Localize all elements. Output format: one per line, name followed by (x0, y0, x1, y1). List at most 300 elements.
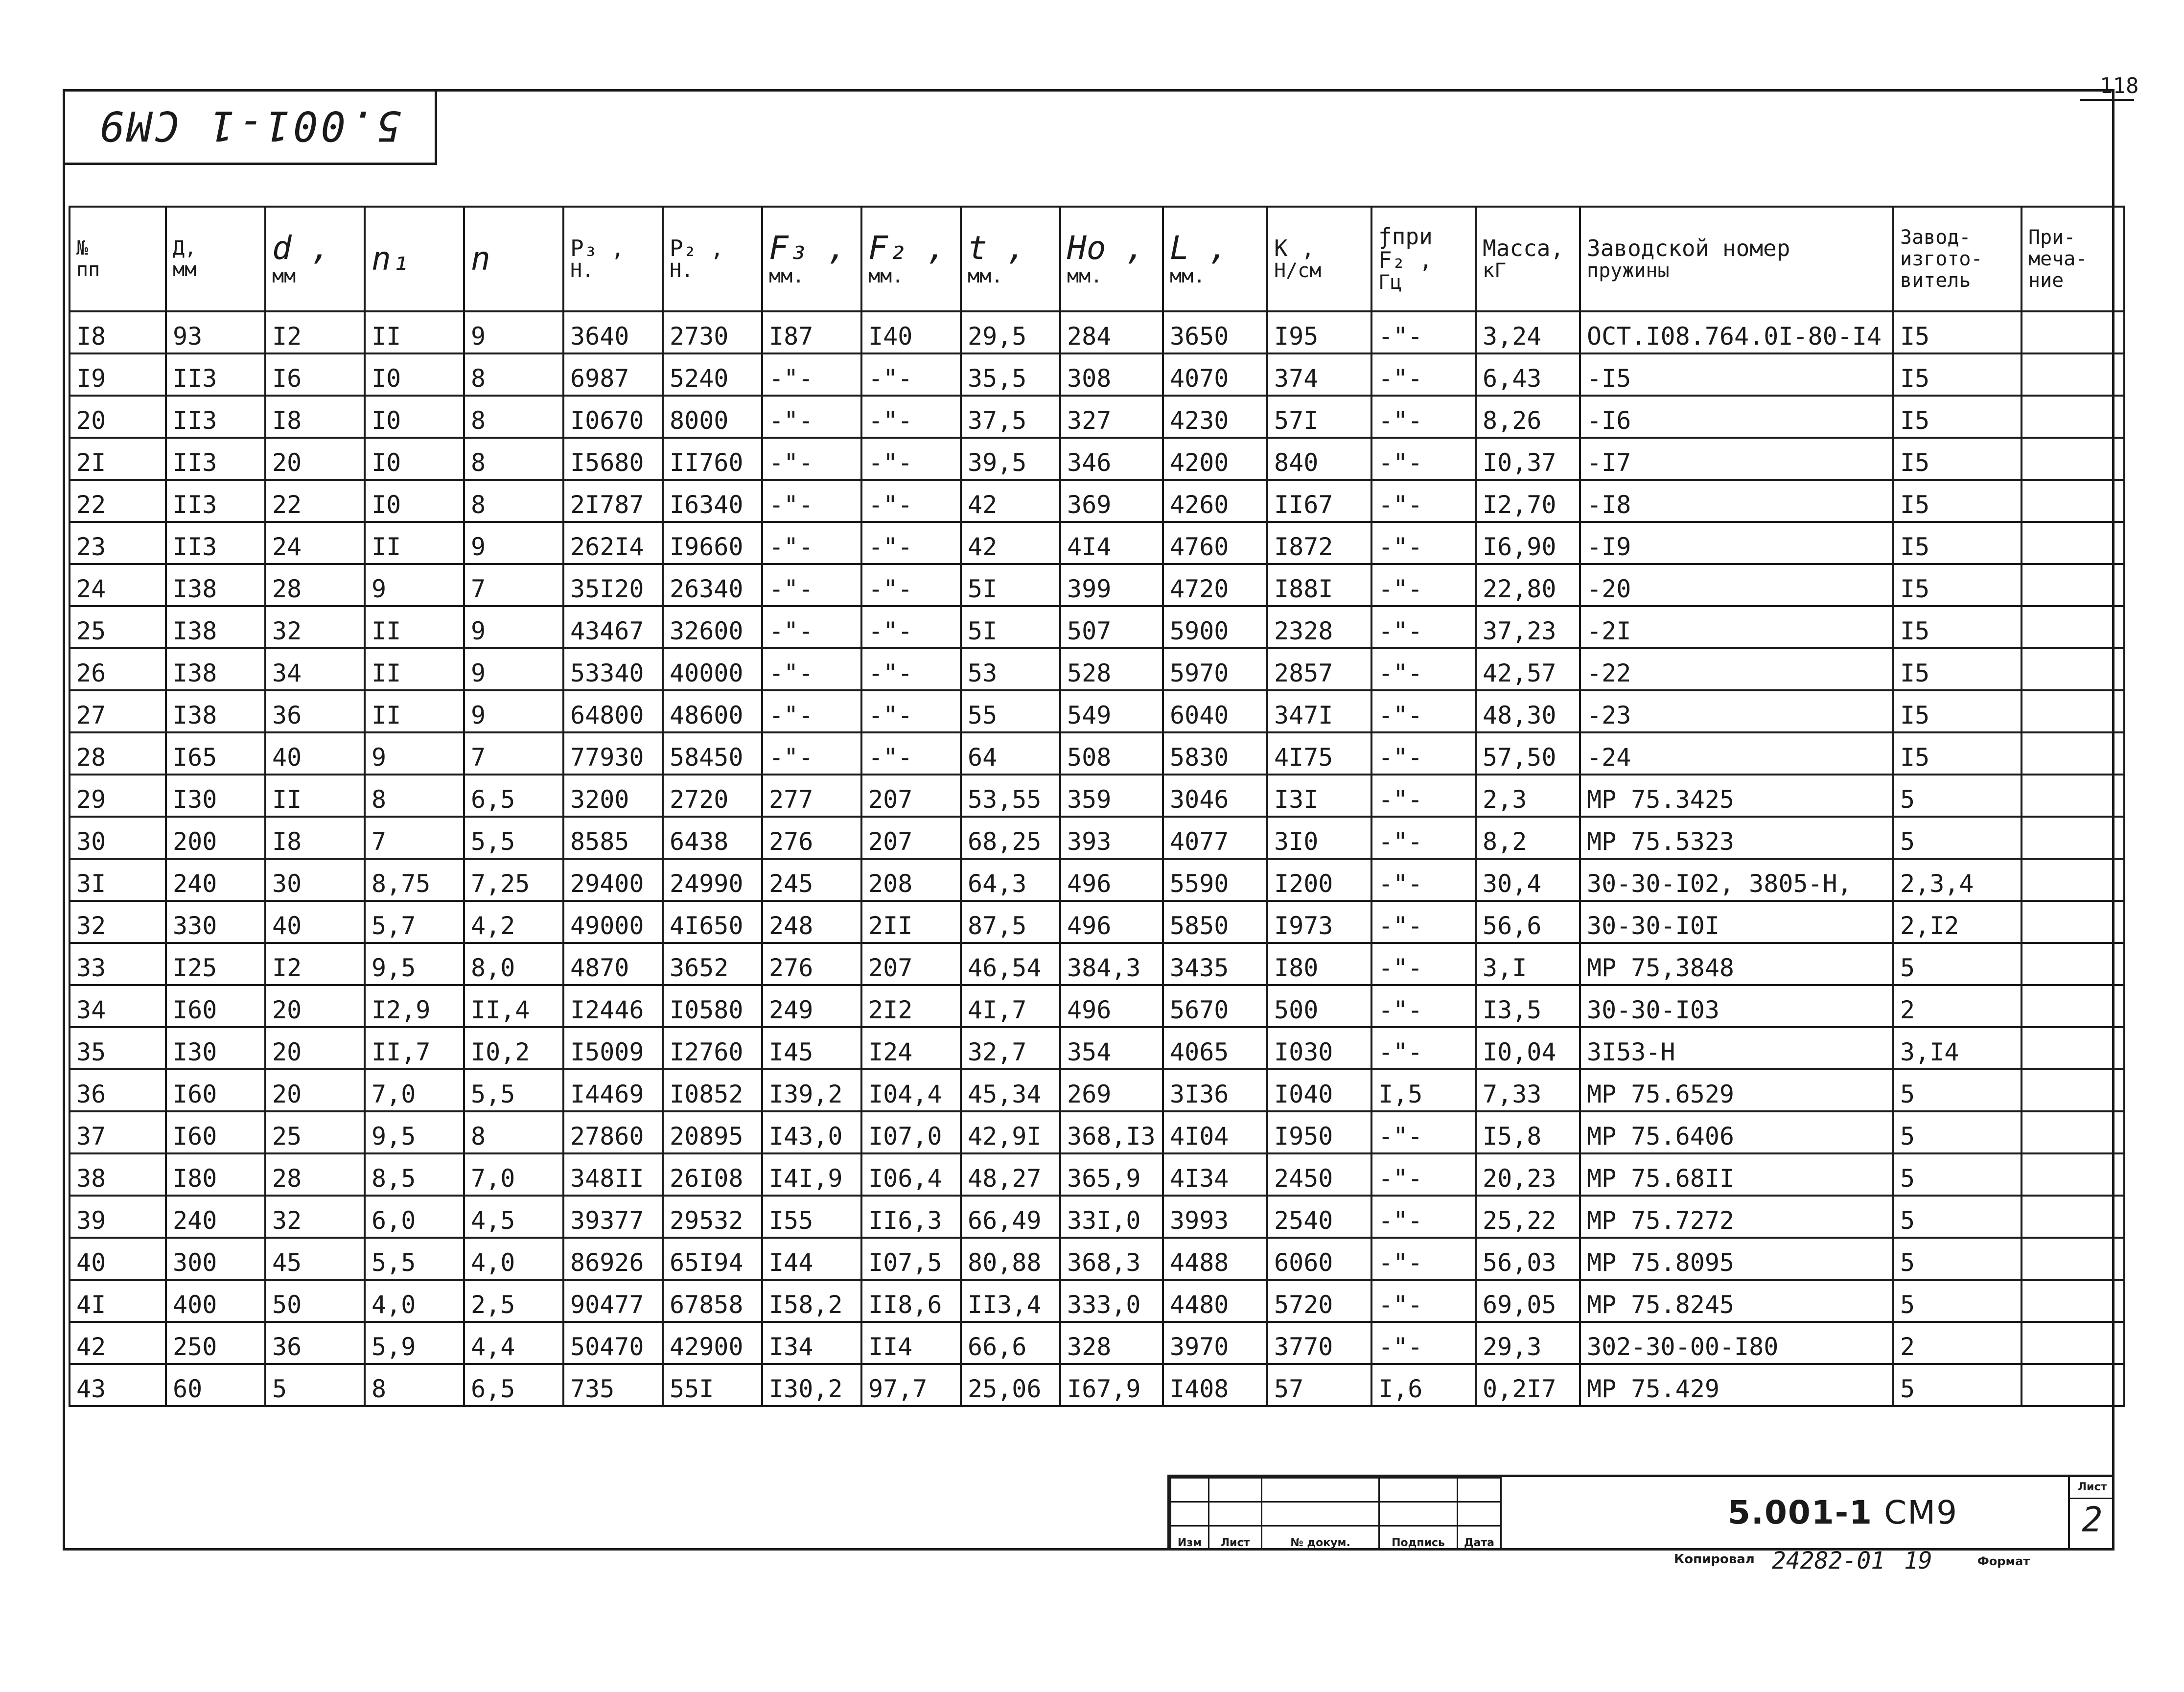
table-cell: 25,22 (1476, 1196, 1580, 1238)
column-header (1060, 207, 1163, 311)
table-cell: 5 (1893, 1153, 2021, 1196)
table-cell: -"- (1371, 732, 1476, 775)
copied-label: Копировал (1674, 1552, 1755, 1567)
table-cell: 28 (70, 732, 166, 775)
table-cell: 5830 (1163, 732, 1267, 775)
column-header-unit: Гц (1378, 271, 1402, 294)
table-cell: 6438 (663, 817, 762, 859)
sheet-label: Лист (2070, 1477, 2114, 1499)
table-cell: 6040 (1163, 690, 1267, 732)
table-cell: 87,5 (961, 901, 1060, 943)
document-code-suffix: СМ9 (1884, 1494, 1958, 1531)
table-cell: 48,27 (961, 1153, 1060, 1196)
table-row (70, 480, 2124, 522)
table-cell: 42 (70, 1322, 166, 1364)
table-cell: 4760 (1163, 522, 1267, 564)
table-cell: 48,30 (1476, 690, 1580, 732)
table-cell: МР 75.3425 (1580, 775, 1893, 817)
table-cell: 3770 (1267, 1322, 1371, 1364)
table-cell: 2,I2 (1893, 901, 2021, 943)
table-cell (2021, 943, 2124, 985)
table-cell (2021, 438, 2124, 480)
table-cell: -I6 (1580, 396, 1893, 438)
table-cell: I30 (166, 1027, 265, 1069)
table-cell: 208 (861, 859, 961, 901)
table-cell: I07,5 (861, 1238, 961, 1280)
table-cell: -I7 (1580, 438, 1893, 480)
column-header-main: Завод- (1900, 226, 1971, 249)
table-cell: I0 (365, 480, 464, 522)
column-header-main: n₁ (372, 240, 411, 278)
label-signature: Подпись (1379, 1526, 1458, 1550)
table-cell: I408 (1163, 1364, 1267, 1406)
table-cell: I0,37 (1476, 438, 1580, 480)
table-cell: 2I (70, 438, 166, 480)
footer-year: 19 (1904, 1547, 1932, 1574)
table-cell: 2450 (1267, 1153, 1371, 1196)
column-header-unit: мм. (968, 264, 1003, 287)
table-cell: -20 (1580, 564, 1893, 606)
table-cell: I07,0 (861, 1111, 961, 1153)
table-cell: II3 (166, 522, 265, 564)
table-cell: I2 (265, 943, 365, 985)
column-header-main: F₃ , (769, 229, 847, 267)
table-row (70, 817, 2124, 859)
table-cell: 34 (70, 985, 166, 1027)
table-cell: 249 (762, 985, 861, 1027)
table-cell: I8 (70, 311, 166, 353)
table-cell: 8,0 (464, 943, 563, 985)
title-block-label-row (1171, 1526, 1501, 1550)
column-header (1371, 207, 1476, 311)
table-cell: 37 (70, 1111, 166, 1153)
table-row (70, 1280, 2124, 1322)
table-cell: 374 (1267, 353, 1371, 396)
table-cell: 5 (1893, 1069, 2021, 1111)
table-cell: МР 75.8095 (1580, 1238, 1893, 1280)
table-row (70, 1364, 2124, 1406)
table-cell: -"- (861, 353, 961, 396)
table-cell: II (365, 648, 464, 690)
table-cell: 6060 (1267, 1238, 1371, 1280)
table-cell: 5 (1893, 1280, 2021, 1322)
table-cell (2021, 480, 2124, 522)
table-cell: МР 75.68II (1580, 1153, 1893, 1196)
table-cell: -"- (861, 606, 961, 648)
table-cell: 2 (1893, 1322, 2021, 1364)
table-cell: -"- (762, 353, 861, 396)
table-cell: I8 (265, 396, 365, 438)
table-cell: 29,5 (961, 311, 1060, 353)
table-cell: I0852 (663, 1069, 762, 1111)
table-cell (2021, 353, 2124, 396)
table-cell: 8,26 (1476, 396, 1580, 438)
table-cell: 20 (265, 438, 365, 480)
table-cell: 500 (1267, 985, 1371, 1027)
table-cell: 3I36 (1163, 1069, 1267, 1111)
table-cell: 735 (563, 1364, 663, 1406)
table-cell: -"- (762, 648, 861, 690)
table-cell: 5900 (1163, 606, 1267, 648)
table-cell: 207 (861, 775, 961, 817)
table-cell: -"- (762, 396, 861, 438)
table-cell: -2I (1580, 606, 1893, 648)
table-cell: 3650 (1163, 311, 1267, 353)
column-header (961, 207, 1060, 311)
table-cell: -"- (1371, 817, 1476, 859)
column-header (464, 207, 563, 311)
table-cell: I5 (1893, 648, 2021, 690)
sheet-box (2068, 1477, 2114, 1548)
table-cell: -"- (1371, 1027, 1476, 1069)
table-cell: 40 (265, 732, 365, 775)
table-cell: 8 (464, 353, 563, 396)
format-label: Формат (1977, 1554, 2030, 1568)
column-header-main: При- (2028, 226, 2076, 249)
table-cell: 328 (1060, 1322, 1163, 1364)
table-cell: I87 (762, 311, 861, 353)
table-cell: 5I (961, 606, 1060, 648)
table-cell: I2,9 (365, 985, 464, 1027)
column-header (166, 207, 265, 311)
table-row (70, 564, 2124, 606)
table-cell: -I8 (1580, 480, 1893, 522)
table-cell: II (365, 311, 464, 353)
table-cell: 37,23 (1476, 606, 1580, 648)
table-cell: -"- (762, 522, 861, 564)
table-cell: I30 (166, 775, 265, 817)
table-cell: 384,3 (1060, 943, 1163, 985)
table-cell: 56,6 (1476, 901, 1580, 943)
table-cell: 20895 (663, 1111, 762, 1153)
table-cell: 20 (265, 985, 365, 1027)
table-cell: 57I (1267, 396, 1371, 438)
label-document: № докум. (1262, 1526, 1379, 1550)
table-cell: 365,9 (1060, 1153, 1163, 1196)
table-cell: МР 75.6529 (1580, 1069, 1893, 1111)
table-cell (2021, 1238, 2124, 1280)
table-cell: 348II (563, 1153, 663, 1196)
table-cell: 28 (265, 564, 365, 606)
table-cell: 30-30-I02, 3805-Н, (1580, 859, 1893, 901)
table-cell: -23 (1580, 690, 1893, 732)
table-cell: -"- (1371, 1280, 1476, 1322)
table-cell: II,4 (464, 985, 563, 1027)
table-cell (2021, 690, 2124, 732)
page-number: 118 (2100, 73, 2139, 98)
table-cell: I38 (166, 648, 265, 690)
table-row (70, 985, 2124, 1027)
table-cell: I0 (365, 353, 464, 396)
table-cell (2021, 396, 2124, 438)
table-cell: 33 (70, 943, 166, 985)
table-cell: -"- (1371, 1238, 1476, 1280)
table-cell: -"- (861, 396, 961, 438)
table-cell: 33I,0 (1060, 1196, 1163, 1238)
table-row (70, 438, 2124, 480)
table-cell: 369 (1060, 480, 1163, 522)
label-izm: Изм (1171, 1526, 1209, 1550)
table-cell: -"- (1371, 775, 1476, 817)
column-header (1580, 207, 1893, 311)
table-row (70, 690, 2124, 732)
table-cell: 4870 (563, 943, 663, 985)
table-cell: 347I (1267, 690, 1371, 732)
column-header-main: Ho , (1067, 229, 1145, 267)
table-cell: 32 (265, 606, 365, 648)
table-cell: 37,5 (961, 396, 1060, 438)
table-cell: 393 (1060, 817, 1163, 859)
table-cell: -"- (1371, 690, 1476, 732)
table-cell: 277 (762, 775, 861, 817)
table-cell: 3993 (1163, 1196, 1267, 1238)
table-cell: 330 (166, 901, 265, 943)
column-header-main: К , (1274, 235, 1315, 261)
table-cell: I0 (365, 438, 464, 480)
table-cell: I06,4 (861, 1153, 961, 1196)
column-header-main: d , (272, 229, 331, 267)
table-cell: 27 (70, 690, 166, 732)
table-cell: 5850 (1163, 901, 1267, 943)
table-cell: 40 (70, 1238, 166, 1280)
table-cell: 5 (1893, 1364, 2021, 1406)
table-cell: 6,43 (1476, 353, 1580, 396)
table-cell: 25 (70, 606, 166, 648)
table-cell: 29532 (663, 1196, 762, 1238)
column-header-unit: мм. (868, 264, 904, 287)
table-cell: 368,I3 (1060, 1111, 1163, 1153)
table-cell: 39,5 (961, 438, 1060, 480)
table-row (70, 311, 2124, 353)
table-cell: 2I2 (861, 985, 961, 1027)
table-row (70, 1069, 2124, 1111)
table-cell: 77930 (563, 732, 663, 775)
table-cell: I3I (1267, 775, 1371, 817)
table-cell: -"- (1371, 648, 1476, 690)
column-header (861, 207, 961, 311)
table-cell: II (365, 522, 464, 564)
table-cell: 9,5 (365, 1111, 464, 1153)
table-cell: 400 (166, 1280, 265, 1322)
table-cell: 3970 (1163, 1322, 1267, 1364)
column-header-main: n (471, 240, 490, 278)
table-cell: 7 (464, 564, 563, 606)
table-cell: -"- (1371, 943, 1476, 985)
table-cell: I5 (1893, 353, 2021, 396)
table-cell: 23 (70, 522, 166, 564)
table-row (70, 901, 2124, 943)
table-cell: 4,4 (464, 1322, 563, 1364)
table-cell: 20 (265, 1027, 365, 1069)
column-header-unit: мм. (1170, 264, 1206, 287)
table-row (70, 1196, 2124, 1238)
table-cell: I0,2 (464, 1027, 563, 1069)
table-cell: 2,3,4 (1893, 859, 2021, 901)
table-cell: 5 (1893, 775, 2021, 817)
table-cell: 3,24 (1476, 311, 1580, 353)
table-cell: 327 (1060, 396, 1163, 438)
table-cell (2021, 1027, 2124, 1069)
table-cell: ОСТ.I08.764.0I-80-I4 (1580, 311, 1893, 353)
table-cell: I2446 (563, 985, 663, 1027)
table-cell: -"- (762, 606, 861, 648)
table-cell: 5I (961, 564, 1060, 606)
stamp-code: 5.001-1 СМ9 (96, 102, 401, 150)
table-cell: 7,25 (464, 859, 563, 901)
table-cell: I88I (1267, 564, 1371, 606)
table-cell: -"- (1371, 396, 1476, 438)
table-cell: 9 (464, 648, 563, 690)
table-cell: -"- (1371, 1153, 1476, 1196)
column-header-main: Д, (173, 237, 197, 259)
table-cell: 28 (265, 1153, 365, 1196)
table-cell: 9 (464, 690, 563, 732)
table-cell: -"- (1371, 1111, 1476, 1153)
table-cell: -"- (1371, 985, 1476, 1027)
table-cell: 207 (861, 943, 961, 985)
table-cell: 3I0 (1267, 817, 1371, 859)
table-cell: 2540 (1267, 1196, 1371, 1238)
document-code-main: 5.001-1 (1728, 1494, 1873, 1531)
table-cell: 48600 (663, 690, 762, 732)
table-cell: I24 (861, 1027, 961, 1069)
table-cell: 5670 (1163, 985, 1267, 1027)
table-row (70, 1153, 2124, 1196)
table-cell: -"- (861, 522, 961, 564)
table-cell: 30-30-I03 (1580, 985, 1893, 1027)
table-cell: 65I94 (663, 1238, 762, 1280)
label-date: Дата (1458, 1526, 1501, 1550)
table-cell: -"- (1371, 311, 1476, 353)
order-number: 24282-01 (1772, 1547, 1885, 1574)
column-header (70, 207, 166, 311)
table-cell: 240 (166, 1196, 265, 1238)
table-cell: 26340 (663, 564, 762, 606)
table-cell: 250 (166, 1322, 265, 1364)
table-cell: 5 (1893, 1238, 2021, 1280)
table-cell: I80 (166, 1153, 265, 1196)
table-cell: 5 (1893, 817, 2021, 859)
table-cell: 496 (1060, 859, 1163, 901)
table-cell: 35,5 (961, 353, 1060, 396)
table-cell (2021, 648, 2124, 690)
table-cell (2021, 775, 2124, 817)
table-cell: II3 (166, 353, 265, 396)
table-cell: 64800 (563, 690, 663, 732)
table-cell: I38 (166, 690, 265, 732)
table-cell: I200 (1267, 859, 1371, 901)
table-cell: 262I4 (563, 522, 663, 564)
table-cell: 22 (70, 480, 166, 522)
table-cell: 7,33 (1476, 1069, 1580, 1111)
table-cell (2021, 732, 2124, 775)
table-cell: 43467 (563, 606, 663, 648)
table-cell: 25,06 (961, 1364, 1060, 1406)
table-cell: 4480 (1163, 1280, 1267, 1322)
table-cell: 3I53-Н (1580, 1027, 1893, 1069)
table-cell (2021, 901, 2124, 943)
table-cell: 2,3 (1476, 775, 1580, 817)
table-cell: I39,2 (762, 1069, 861, 1111)
table-cell: 42 (961, 522, 1060, 564)
table-cell: 308 (1060, 353, 1163, 396)
table-cell: 50 (265, 1280, 365, 1322)
table-cell: I43,0 (762, 1111, 861, 1153)
table-cell: I5 (1893, 311, 2021, 353)
table-cell: II6,3 (861, 1196, 961, 1238)
table-cell: 20 (70, 396, 166, 438)
table-row (70, 1027, 2124, 1069)
table-cell: 2328 (1267, 606, 1371, 648)
table-cell: -"- (762, 480, 861, 522)
table-cell: I6340 (663, 480, 762, 522)
column-header (1163, 207, 1267, 311)
table-cell: II3 (166, 396, 265, 438)
table-cell: 8 (365, 1364, 464, 1406)
title-block-grid (1170, 1477, 1502, 1551)
table-cell: 66,6 (961, 1322, 1060, 1364)
table-cell: 39377 (563, 1196, 663, 1238)
table-cell: 24 (70, 564, 166, 606)
table-cell: I030 (1267, 1027, 1371, 1069)
table-cell: -"- (861, 564, 961, 606)
table-cell: 57,50 (1476, 732, 1580, 775)
table-cell: II3 (166, 438, 265, 480)
table-cell: 50470 (563, 1322, 663, 1364)
table-cell: 24990 (663, 859, 762, 901)
table-cell: 64 (961, 732, 1060, 775)
table-cell: 4I04 (1163, 1111, 1267, 1153)
table-cell: 8,75 (365, 859, 464, 901)
column-header-unit: пружины (1587, 259, 1670, 282)
table-cell: 2 (1893, 985, 2021, 1027)
table-cell: 2I787 (563, 480, 663, 522)
table-cell: 4720 (1163, 564, 1267, 606)
table-cell: 5970 (1163, 648, 1267, 690)
table-cell: II3,4 (961, 1280, 1060, 1322)
table-cell: I5 (1893, 522, 2021, 564)
column-header-main: t , (968, 229, 1026, 267)
table-cell: 68,25 (961, 817, 1060, 859)
table-cell: I0670 (563, 396, 663, 438)
table-cell: 4260 (1163, 480, 1267, 522)
table-cell: -"- (762, 732, 861, 775)
table-cell: I040 (1267, 1069, 1371, 1111)
table-cell: 67858 (663, 1280, 762, 1322)
table-cell: 36 (70, 1069, 166, 1111)
table-cell: 2,5 (464, 1280, 563, 1322)
table-row (70, 1111, 2124, 1153)
table-cell: II (365, 606, 464, 648)
table-cell: 56,03 (1476, 1238, 1580, 1280)
table-cell: 30-30-I0I (1580, 901, 1893, 943)
table-cell: 7,0 (365, 1069, 464, 1111)
column-header-unit: изгото-витель (1900, 248, 1983, 292)
table-cell: I44 (762, 1238, 861, 1280)
table-cell: I6 (265, 353, 365, 396)
table-cell (2021, 985, 2124, 1027)
table-cell (2021, 1111, 2124, 1153)
table-cell: 2857 (1267, 648, 1371, 690)
table-cell: 60 (166, 1364, 265, 1406)
table-cell: -22 (1580, 648, 1893, 690)
table-cell (2021, 311, 2124, 353)
table-cell: 354 (1060, 1027, 1163, 1069)
table-cell: -"- (861, 480, 961, 522)
table-cell: 20 (265, 1069, 365, 1111)
table-cell: 6987 (563, 353, 663, 396)
column-header-main: Масса, (1483, 235, 1564, 261)
